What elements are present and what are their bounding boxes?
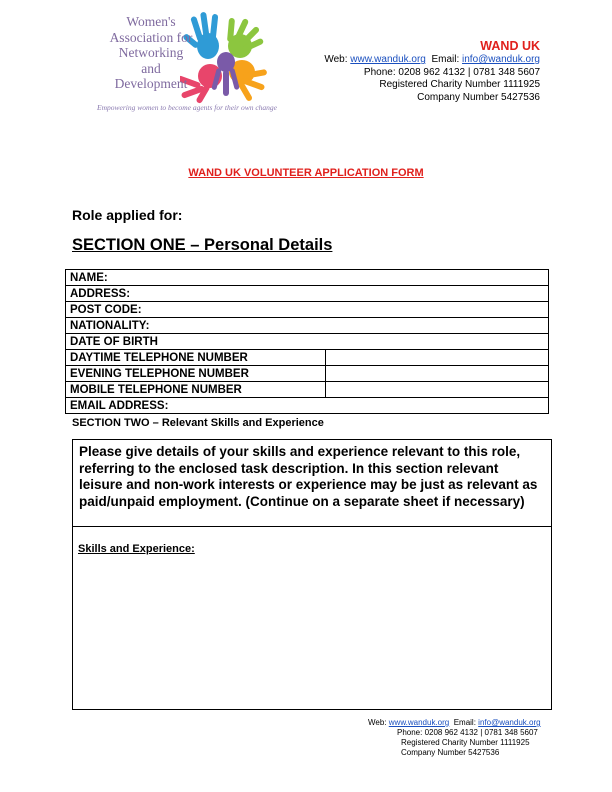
logo-text-line: Development xyxy=(114,76,188,91)
post-code-field[interactable]: POST CODE: xyxy=(66,302,549,318)
daytime-phone-input[interactable] xyxy=(326,350,549,366)
logo-text-line: Networking xyxy=(118,45,184,60)
address-field[interactable]: ADDRESS: xyxy=(66,286,549,302)
email-label: Email: xyxy=(431,54,460,65)
section-one-title: SECTION ONE – Personal Details xyxy=(72,236,333,254)
mobile-phone-row xyxy=(66,382,549,398)
footer-email-link[interactable]: info@wanduk.org xyxy=(478,718,541,727)
skills-instructions: Please give details of your skills and experience relevant to this role, referring to the enclosed task description. In this section relevant leisure and non-work interests or experience may be just as relevant as paid/unpaid employment. (Continue on a separate sheet if necessary) xyxy=(79,444,538,509)
logo-wordmark xyxy=(95,14,207,92)
daytime-phone-row xyxy=(66,350,549,366)
nationality-row[interactable] xyxy=(66,318,549,334)
name-row[interactable] xyxy=(66,270,549,286)
nationality-field[interactable]: NATIONALITY: xyxy=(66,318,549,334)
mobile-phone-label: MOBILE TELEPHONE NUMBER xyxy=(66,382,326,398)
email-row[interactable] xyxy=(66,398,549,414)
name-field[interactable]: NAME: xyxy=(66,270,549,286)
personal-details-table xyxy=(65,269,549,414)
logo-text-line: Women's xyxy=(126,14,176,29)
logo-text-line: Association for xyxy=(109,29,193,45)
footer-website-link[interactable]: www.wanduk.org xyxy=(388,718,450,727)
evening-phone-row xyxy=(66,366,549,382)
address-row[interactable] xyxy=(66,286,549,302)
email-address-field[interactable]: EMAIL ADDRESS: xyxy=(66,398,549,414)
wand-logo xyxy=(95,10,275,120)
header-company-number: Company Number 5427536 xyxy=(417,91,540,103)
mobile-phone-input[interactable] xyxy=(326,382,549,398)
skills-experience-label: Skills and Experience: xyxy=(78,543,195,555)
evening-phone-input[interactable] xyxy=(326,366,549,382)
logo-tagline: Empowering women to become agents for their own change xyxy=(97,103,277,112)
footer-company-number: Company Number 5427536 xyxy=(401,748,500,757)
footer-phone: Phone: 0208 962 4132 | 0781 348 5607 xyxy=(397,728,538,737)
daytime-phone-label: DAYTIME TELEPHONE NUMBER xyxy=(66,350,326,366)
header-web-email-line xyxy=(324,54,540,67)
email-link[interactable]: info@wanduk.org xyxy=(462,54,540,65)
post-code-row[interactable] xyxy=(66,302,549,318)
footer-email-label: Email: xyxy=(453,718,476,727)
footer-contact xyxy=(368,718,541,758)
skills-experience-input[interactable] xyxy=(73,558,551,708)
form-title: WAND UK VOLUNTEER APPLICATION FORM xyxy=(188,167,424,179)
skills-box xyxy=(72,439,552,710)
footer-web-email-line xyxy=(368,718,541,728)
header-contact xyxy=(324,38,540,104)
dob-field[interactable]: DATE OF BIRTH xyxy=(66,334,549,350)
hand-purple-icon xyxy=(211,52,240,96)
footer-web-label: Web: xyxy=(368,718,387,727)
evening-phone-label: EVENING TELEPHONE NUMBER xyxy=(66,366,326,382)
org-name: WAND UK xyxy=(480,39,540,53)
skills-instructions-cell xyxy=(73,440,551,527)
section-two-title: SECTION TWO – Relevant Skills and Experience xyxy=(72,417,324,429)
role-applied-label: Role applied for: xyxy=(72,207,183,223)
logo-text-line: and xyxy=(141,60,161,76)
header-charity-number: Registered Charity Number 1111925 xyxy=(379,79,540,90)
header-phone: Phone: 0208 962 4132 | 0781 348 5607 xyxy=(363,66,540,78)
footer-charity-number: Registered Charity Number 1111925 xyxy=(401,738,530,747)
web-label: Web: xyxy=(324,54,348,65)
hand-green-icon xyxy=(227,18,264,58)
dob-row[interactable] xyxy=(66,334,549,350)
website-link[interactable]: www.wanduk.org xyxy=(350,54,426,65)
